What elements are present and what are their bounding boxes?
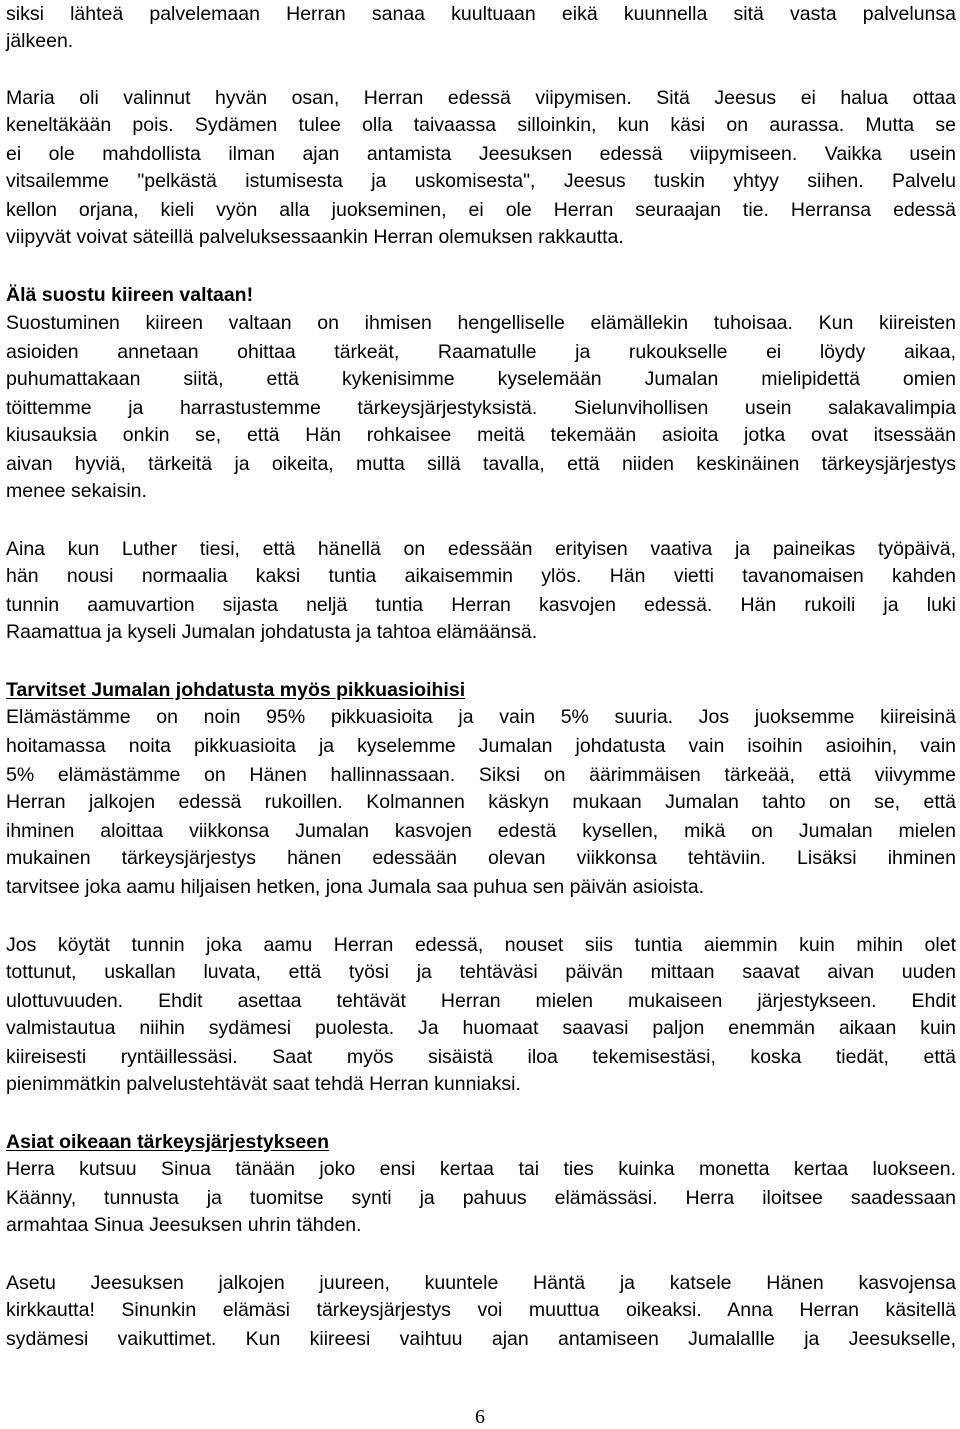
text-line: viipyvät voivat säteillä palveluksessaankin Herran olemuksen rakkautta. [6,226,624,248]
text-line: ihminen aloittaa viikkonsa Jumalan kasvojen edestä kysellen, mikä on Jumalan mielen [6,820,956,842]
text-line: kiusauksia onkin se, että Hän rohkaisee meitä tekemään asioita jotka ovat itsessään [6,424,956,446]
text-line: Raamattua ja kyseli Jumalan johdatusta ja tahtoa elämäänsä. [6,621,538,643]
text-line: Herran jalkojen edessä rukoillen. Kolmannen käskyn mukaan Jumalan tahto on se, että [6,791,956,813]
section-heading: Älä suostu kiireen valtaan! [6,284,254,306]
text-line: valmistautua niihin sydämesi puolesta. Ja huomaat saavasi paljon enemmän aikaan kuin [6,1017,956,1039]
text-line: kirkkautta! Sinunkin elämäsi tärkeysjärjestys voi muuttua oikeaksi. Anna Herran käsitellä [6,1299,956,1321]
text-line: vitsailemme "pelkästä istumisesta ja uskomisesta", Jeesus tuskin yhtyy siihen. Palvelu [6,170,956,192]
text-line: Aina kun Luther tiesi, että hänellä on edessään erityisen vaativa ja paineikas työpäivä, [6,538,956,560]
text-line: sydämesi vaikuttimet. Kun kiireesi vaihtuu ajan antamiseen Jumalallle ja Jeesukselle, [6,1328,956,1350]
section-heading: Asiat oikeaan tärkeysjärjestykseen [6,1131,330,1153]
text-line: pienimmätkin palvelustehtävät saat tehdä Herran kunniaksi. [6,1073,521,1095]
text-line: Jos köytät tunnin joka aamu Herran edessä, nouset siis tuntia aiemmin kuin mihin olet [6,934,956,956]
text-line: mukainen tärkeysjärjestys hänen edessään olevan viikkonsa tehtäviin. Lisäksi ihminen [6,847,956,869]
text-line: jälkeen. [6,30,74,52]
text-line: Käänny, tunnusta ja tuomitse synti ja pahuus elämässäsi. Herra iloitsee saadessaan [6,1187,956,1209]
text-line: keneltäkään pois. Sydämen tulee olla taivaassa silloinkin, kun käsi on aurassa. Mutta se [6,114,956,136]
text-line: menee sekaisin. [6,480,147,502]
text-line: Elämästämme on noin 95% pikkuasioita ja vain 5% suuria. Jos juoksemme kiireisinä [6,706,956,728]
text-line: armahtaa Sinua Jeesuksen uhrin tähden. [6,1214,362,1236]
text-line: asioiden annetaan ohittaa tärkeät, Raamatulle ja rukoukselle ei löydy aikaa, [6,341,956,363]
text-line: 5% elämästämme on Hänen hallinnassaan. Siksi on äärimmäisen tärkeää, että viivymme [6,764,956,786]
text-line: ei ole mahdollista ilman ajan antamista Jeesuksen edessä viipymiseen. Vaikka usein [6,143,956,165]
text-line: puhumattakaan siitä, että kykenisimme kyselemään Jumalan mielipidettä omien [6,368,956,390]
text-line: töittemme ja harrastustemme tärkeysjärjestyksistä. Sielunvihollisen usein salakavalimpia [6,397,956,419]
section-heading: Tarvitset Jumalan johdatusta myös pikkuasioihisi [6,679,466,701]
text-line: kiireisesti ryntäillessäsi. Saat myös sisäistä iloa tekemisestäsi, koska tiedät, että [6,1046,956,1068]
text-line: Suostuminen kiireen valtaan on ihmisen hengelliselle elämällekin tuhoisaa. Kun kiireisten [6,312,956,334]
text-line: siksi lähteä palvelemaan Herran sanaa kuultuaan eikä kuunnella sitä vasta palvelunsa [6,3,956,25]
text-line: tarvitsee joka aamu hiljaisen hetken, jona Jumala saa puhua sen päivän asioista. [6,876,705,898]
text-line: hän nousi normaalia kaksi tuntia aikaisemmin ylös. Hän vietti tavanomaisen kahden [6,565,956,587]
text-line: hoitamassa noita pikkuasioita ja kyselemme Jumalan johdatusta vain isoihin asioihin, vain [6,735,956,757]
text-line: tunnin aamuvartion sijasta neljä tuntia Herran kasvojen edessä. Hän rukoili ja luki [6,594,956,616]
text-line: kellon orjana, kieli vyön alla juokseminen, ei ole Herran seuraajan tie. Herransa edessä [6,199,956,221]
text-line: Asetu Jeesuksen jalkojen juureen, kuuntele Häntä ja katsele Hänen kasvojensa [6,1272,956,1294]
text-line: tottunut, uskallan luvata, että työsi ja tehtäväsi päivän mittaan saavat aivan uuden [6,961,956,983]
text-line: Maria oli valinnut hyvän osan, Herran edessä viipymisen. Sitä Jeesus ei halua ottaa [6,87,956,109]
text-line: ulottuvuuden. Ehdit asettaa tehtävät Herran mielen mukaiseen järjestykseen. Ehdit [6,990,956,1012]
text-line: aivan hyviä, tärkeitä ja oikeita, mutta sillä tavalla, että niiden keskinäinen tärkeysjärjestys [6,453,956,475]
page-number: 6 [475,1406,485,1428]
text-line: Herra kutsuu Sinua tänään joko ensi kertaa tai ties kuinka monetta kertaa luokseen. [6,1158,956,1180]
